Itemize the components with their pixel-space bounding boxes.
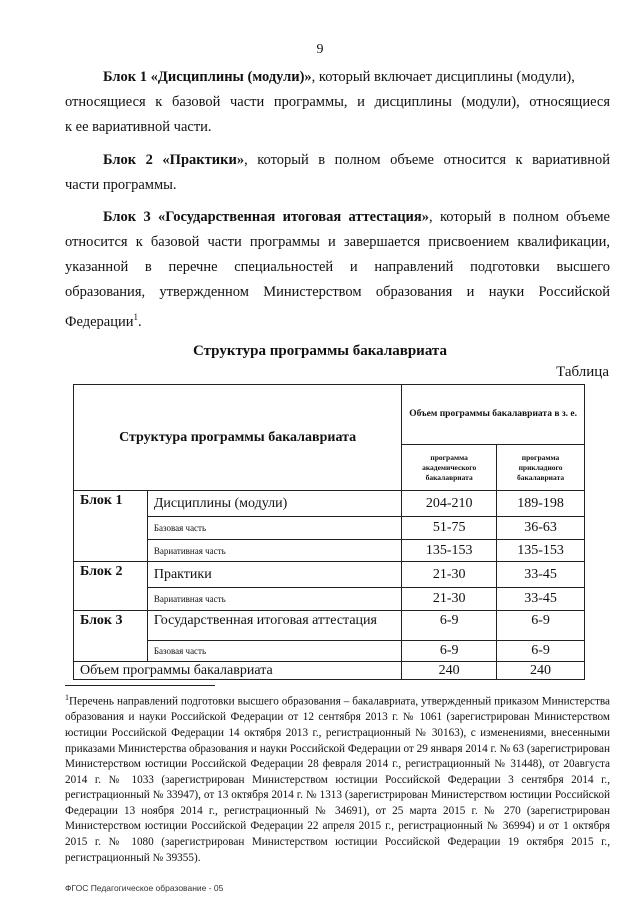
row-applied-value: 33-45	[497, 562, 585, 588]
row-academic-value: 21-30	[402, 562, 497, 588]
table-caption: Структура программы бакалавриата	[193, 343, 447, 359]
footnote-marker: 1	[65, 693, 69, 702]
block1-paragraph: Блок 1 «Дисциплины (модули)», который включает дисциплины (модули), относящиеся к базовой части программы, и дисциплины (модули), относящиеся к ее вариативной части.	[65, 69, 610, 135]
row-applied-value: 135-153	[497, 540, 585, 562]
row-name: Вариативная часть	[147, 588, 401, 611]
block2-paragraph: Блок 2 «Практики», который в полном объеме относится к вариативной части программы.	[65, 152, 610, 193]
row-applied-value: 6-9	[497, 641, 585, 662]
row-academic-value: 21-30	[402, 588, 497, 611]
table-subheader-applied: программа прикладного бакалавриата	[497, 445, 585, 491]
row-name: Базовая часть	[147, 641, 401, 662]
row-academic-value: 51-75	[402, 517, 497, 540]
row-applied-value: 6-9	[497, 611, 585, 641]
table-subheader-academic: программа академического бакалавриата	[402, 445, 497, 491]
row-block-label: Блок 1	[74, 491, 148, 562]
table-header-volume: Объем программы бакалавриата в з. е.	[402, 385, 585, 445]
table-row	[74, 641, 585, 662]
row-academic-value: 6-9	[402, 641, 497, 662]
row-applied-value: 33-45	[497, 588, 585, 611]
row-block-label: Блок 3	[74, 611, 148, 662]
row-academic-value: 135-153	[402, 540, 497, 562]
table-total-row	[74, 662, 585, 680]
total-applied-value: 240	[497, 662, 585, 680]
footnote-ref[interactable]: 1	[133, 312, 138, 322]
table-label: Таблица	[556, 364, 609, 380]
row-applied-value: 189-198	[497, 491, 585, 517]
total-name: Объем программы бакалавриата	[74, 662, 402, 680]
block3-paragraph: Блок 3 «Государственная итоговая аттестация», который в полном объеме относится к базовой части программы и завершается присвоением квалификации, указанной в перечне специальностей и направлений подготовки высшего образования, утвержденном Министерством образования и науки Российской Федерации$^1$.	[65, 209, 610, 330]
row-name: Дисциплины (модули)	[147, 491, 401, 517]
table-row	[74, 517, 585, 540]
footnote	[65, 690, 610, 866]
row-academic-value: 6-9	[402, 611, 497, 641]
row-name: Базовая часть	[147, 517, 401, 540]
program-structure-table	[73, 384, 585, 680]
block3-title: Блок 3 «Государственная итоговая аттестация»	[103, 209, 430, 225]
row-name: Государственная итоговая аттестация	[147, 611, 401, 641]
table-header-structure: Структура программы бакалавриата	[74, 385, 402, 491]
row-name: Практики	[147, 562, 401, 588]
table-row	[74, 540, 585, 562]
row-name: Вариативная часть	[147, 540, 401, 562]
footnote-divider	[65, 685, 215, 686]
row-academic-value: 204-210	[402, 491, 497, 517]
total-academic-value: 240	[402, 662, 497, 680]
footnote-text: Перечень направлений подготовки высшего образования – бакалавриата, утвержденный приказом Министерства образования и науки Российской Федерации от 12 сентября 2013 г. № 1061 (зарегистрирован Министерством юстиции Российской Федерации 14 октября 2013 г., регистрационный № 30163), с изменениями, внесенными приказами Министерства образования и науки Российской Федерации от 29 января 2014 г. № 63 (зарегистрирован Министерством юстиции Российской Федерации 28 февраля 2014 г., регистрационный № 31448), от 20августа 2014 г. № 1033 (зарегистрирован Министерством юстиции Российской Федерации 3 сентября 2014 г., регистрационный № 33947), от 13 октября 2014 г. № 1313 (зарегистрирован Министерством юстиции Российской Федерации 13 ноября 2014 г., регистрационный № 34691), от 25 марта 2015 г. № 270 (зарегистрирован Министерством юстиции Российской Федерации 22 апреля 2015 г., регистрационный № 36994) и от 1 октября 2015 г. № 1080 (зарегистрирован Министерством юстиции Российской Федерации 19 октября 2015 г., регистрационный № 39355).	[65, 695, 610, 864]
block2-title: Блок 2 «Практики»	[103, 152, 245, 168]
row-block-label: Блок 2	[74, 562, 148, 611]
page-number: 9	[316, 42, 324, 57]
page-footer: ФГОС Педагогическое образование - 05	[65, 883, 224, 893]
table-row	[74, 588, 585, 611]
row-applied-value: 36-63	[497, 517, 585, 540]
table-row	[74, 611, 585, 641]
table-row	[74, 562, 585, 588]
table-row	[74, 491, 585, 517]
block1-title: Блок 1 «Дисциплины (модули)»	[103, 69, 312, 85]
